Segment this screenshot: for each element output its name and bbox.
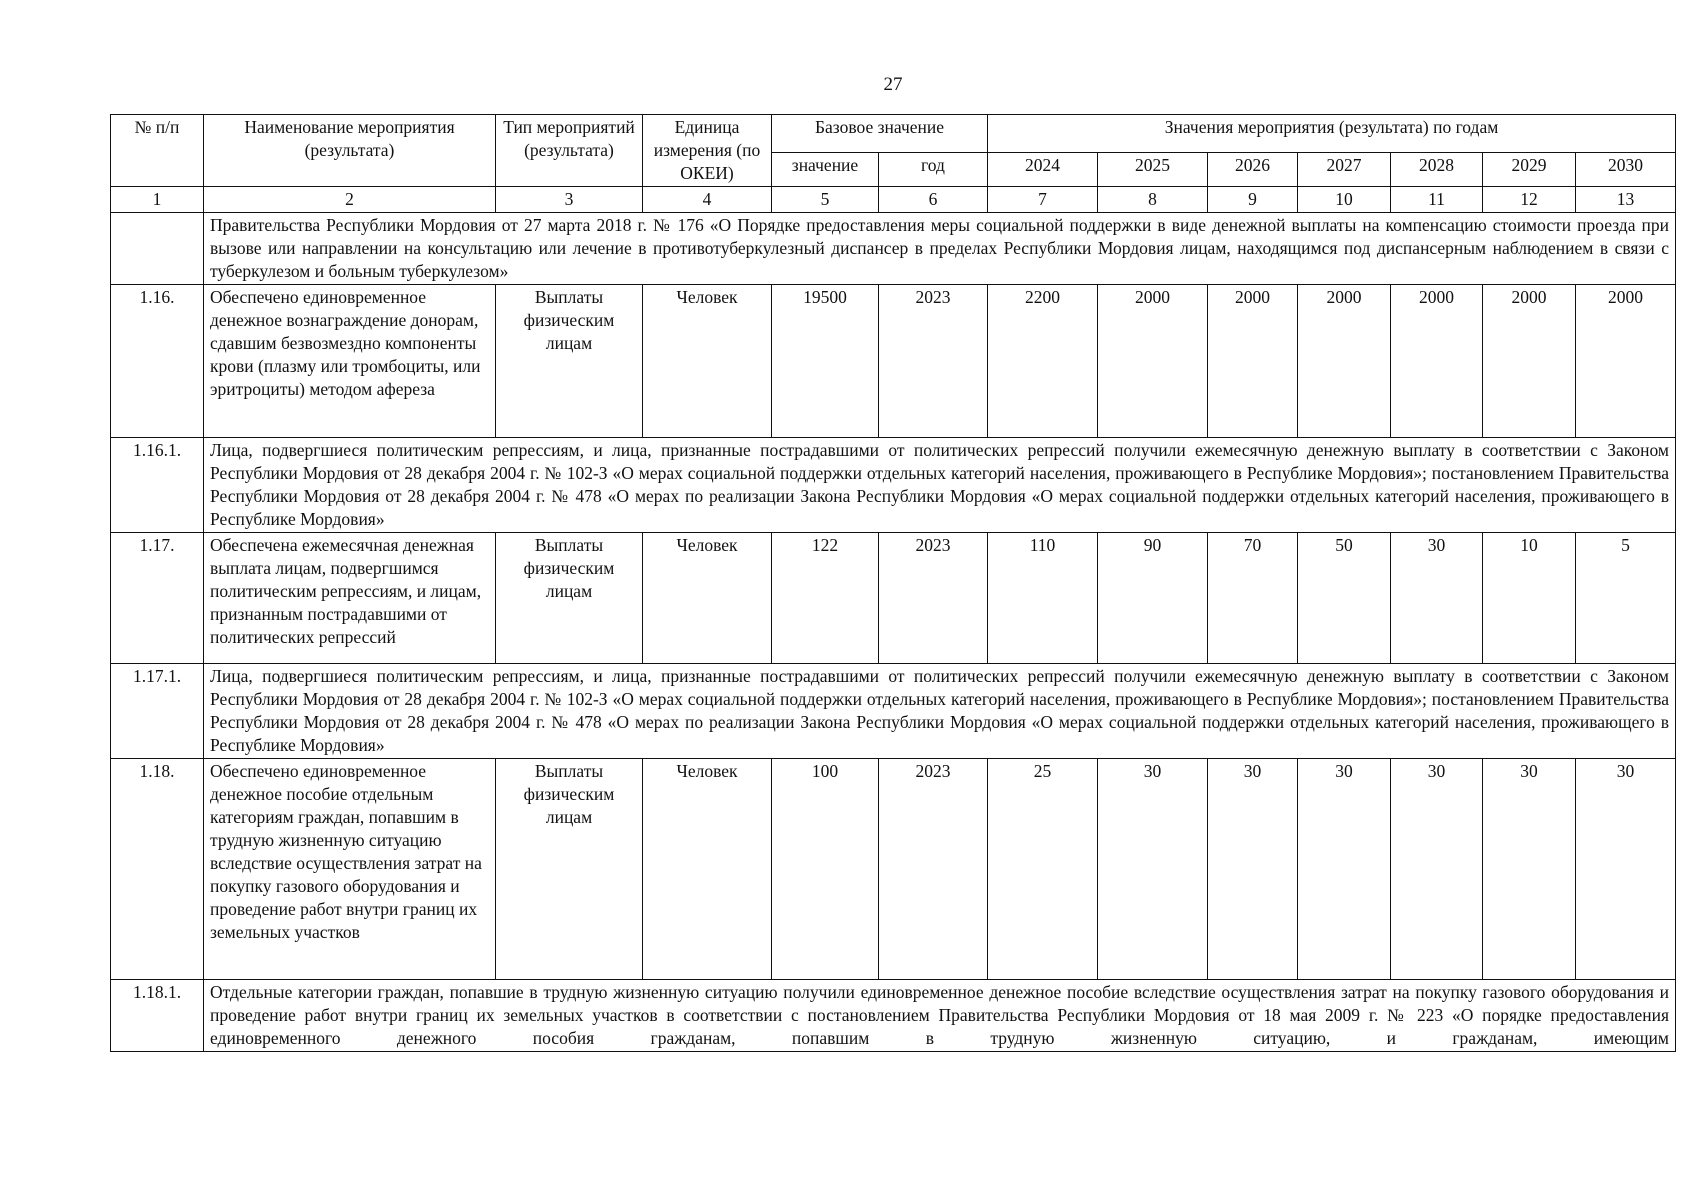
header-year-2025: 2025	[1098, 153, 1208, 187]
row-value-2028: 2000	[1391, 285, 1483, 438]
note-text: Лица, подвергшиеся политическим репрессиям, и лица, признанные пострадавшими от политических репрессий получили ежемесячную денежную выплату в соответствии с Законом Республики Мордовия от 28 декабря 2004 г. № 102-З «О мерах социальной поддержки отдельных категорий населения, проживающего в Республике Мордовия»; постановлением Правительства Республики Мордовия от 28 декабря 2004 г. № 478 «О мерах по реализации Закона Республики Мордовия «О мерах социальной поддержки отдельных категорий населения, проживающего в Республике Мордовия»	[204, 438, 1676, 533]
row-id	[111, 213, 204, 285]
row-value-2030: 2000	[1576, 285, 1676, 438]
note-row	[111, 664, 1676, 759]
table-row	[111, 533, 1676, 664]
row-value-2025: 90	[1098, 533, 1208, 664]
row-id: 1.17.	[111, 533, 204, 664]
note-text: Лица, подвергшиеся политическим репрессиям, и лица, признанные пострадавшими от политических репрессий получили ежемесячную денежную выплату в соответствии с Законом Республики Мордовия от 28 декабря 2004 г. № 102-З «О мерах социальной поддержки отдельных категорий населения, проживающего в Республике Мордовия»; постановлением Правительства Республики Мордовия от 28 декабря 2004 г. № 478 «О мерах по реализации Закона Республики Мордовия «О мерах социальной поддержки отдельных категорий населения, проживающего в Республике Мордовия»	[204, 664, 1676, 759]
row-name: Обеспечена ежемесячная денежная выплата лицам, подвергшимся политическим репрессиям, и лицам, признанным пострадавшими от политических репрессий	[204, 533, 496, 664]
note-row	[111, 980, 1676, 1052]
table-row	[111, 285, 1676, 438]
row-value-2026: 70	[1208, 533, 1298, 664]
header-base: Базовое значение	[772, 115, 988, 153]
row-value-2029: 2000	[1483, 285, 1576, 438]
row-type: Выплаты физическим лицам	[496, 285, 643, 438]
note-row	[111, 438, 1676, 533]
note-text: Отдельные категории граждан, попавшие в трудную жизненную ситуацию получили единовременное денежное пособие вследствие осуществления затрат на покупку газового оборудования и проведение работ внутри границ их земельных участков в соответствии с постановлением Правительства Республики Мордовия от 18 мая 2009 г. № 223 «О порядке предоставления единовременного денежного пособия гражданам, попавшим в трудную жизненную ситуацию, и гражданам, имеющим	[204, 980, 1676, 1052]
column-number: 6	[879, 187, 988, 213]
row-value-2027: 50	[1298, 533, 1391, 664]
row-value-2030: 5	[1576, 533, 1676, 664]
row-unit: Человек	[643, 533, 772, 664]
row-value-2024: 110	[988, 533, 1098, 664]
column-number: 3	[496, 187, 643, 213]
column-numbers-row	[111, 187, 1676, 213]
header-year-2027: 2027	[1298, 153, 1391, 187]
row-base-value: 19500	[772, 285, 879, 438]
row-value-2027: 2000	[1298, 285, 1391, 438]
header-values-by-year: Значения мероприятия (результата) по годам	[988, 115, 1676, 153]
row-id: 1.17.1.	[111, 664, 204, 759]
row-value-2029: 10	[1483, 533, 1576, 664]
column-number: 4	[643, 187, 772, 213]
header-year-2024: 2024	[988, 153, 1098, 187]
header-row-1	[111, 115, 1676, 153]
table-row	[111, 759, 1676, 980]
row-base-year: 2023	[879, 759, 988, 980]
row-id: 1.18.	[111, 759, 204, 980]
row-type: Выплаты физическим лицам	[496, 533, 643, 664]
row-value-2026: 30	[1208, 759, 1298, 980]
row-base-year: 2023	[879, 285, 988, 438]
note-text: Правительства Республики Мордовия от 27 марта 2018 г. № 176 «О Порядке предоставления меры социальной поддержки в виде денежной выплаты на компенсацию стоимости проезда при вызове или направлении на консультацию или лечение в противотуберкулезный диспансер в пределах Республики Мордовия лицам, находящимся под диспансерным наблюдением в связи с туберкулезом и больным туберкулезом»	[204, 213, 1676, 285]
header-unit: Единица измерения (по ОКЕИ)	[643, 115, 772, 187]
row-base-value: 122	[772, 533, 879, 664]
column-number: 12	[1483, 187, 1576, 213]
row-value-2029: 30	[1483, 759, 1576, 980]
column-number: 13	[1576, 187, 1676, 213]
header-no: № п/п	[111, 115, 204, 187]
header-year-2030: 2030	[1576, 153, 1676, 187]
column-number: 5	[772, 187, 879, 213]
column-number: 8	[1098, 187, 1208, 213]
note-row	[111, 213, 1676, 285]
row-value-2024: 25	[988, 759, 1098, 980]
row-id: 1.18.1.	[111, 980, 204, 1052]
row-unit: Человек	[643, 759, 772, 980]
row-value-2027: 30	[1298, 759, 1391, 980]
row-value-2026: 2000	[1208, 285, 1298, 438]
header-base-value: значение	[772, 153, 879, 187]
header-base-year: год	[879, 153, 988, 187]
row-id: 1.16.	[111, 285, 204, 438]
column-number: 10	[1298, 187, 1391, 213]
row-type: Выплаты физическим лицам	[496, 759, 643, 980]
header-year-2026: 2026	[1208, 153, 1298, 187]
row-value-2025: 2000	[1098, 285, 1208, 438]
column-number: 7	[988, 187, 1098, 213]
row-name: Обеспечено единовременное денежное пособие отдельным категориям граждан, попавшим в трудную жизненную ситуацию вследствие осуществления затрат на покупку газового оборудования и проведение работ внутри границ их земельных участков	[204, 759, 496, 980]
header-year-2028: 2028	[1391, 153, 1483, 187]
row-id: 1.16.1.	[111, 438, 204, 533]
header-type: Тип мероприятий (результата)	[496, 115, 643, 187]
header-name: Наименование мероприятия (результата)	[204, 115, 496, 187]
row-value-2024: 2200	[988, 285, 1098, 438]
column-number: 1	[111, 187, 204, 213]
page-number: 27	[883, 74, 903, 95]
row-value-2028: 30	[1391, 759, 1483, 980]
row-unit: Человек	[643, 285, 772, 438]
row-value-2030: 30	[1576, 759, 1676, 980]
header-year-2029: 2029	[1483, 153, 1576, 187]
row-value-2025: 30	[1098, 759, 1208, 980]
row-base-value: 100	[772, 759, 879, 980]
column-number: 9	[1208, 187, 1298, 213]
row-name: Обеспечено единовременное денежное вознаграждение донорам, сдавшим безвозмездно компоненты крови (плазму или тромбоциты, или эритроциты) методом афереза	[204, 285, 496, 438]
column-number: 2	[204, 187, 496, 213]
row-value-2028: 30	[1391, 533, 1483, 664]
column-number: 11	[1391, 187, 1483, 213]
measures-table	[110, 114, 1676, 1052]
row-base-year: 2023	[879, 533, 988, 664]
